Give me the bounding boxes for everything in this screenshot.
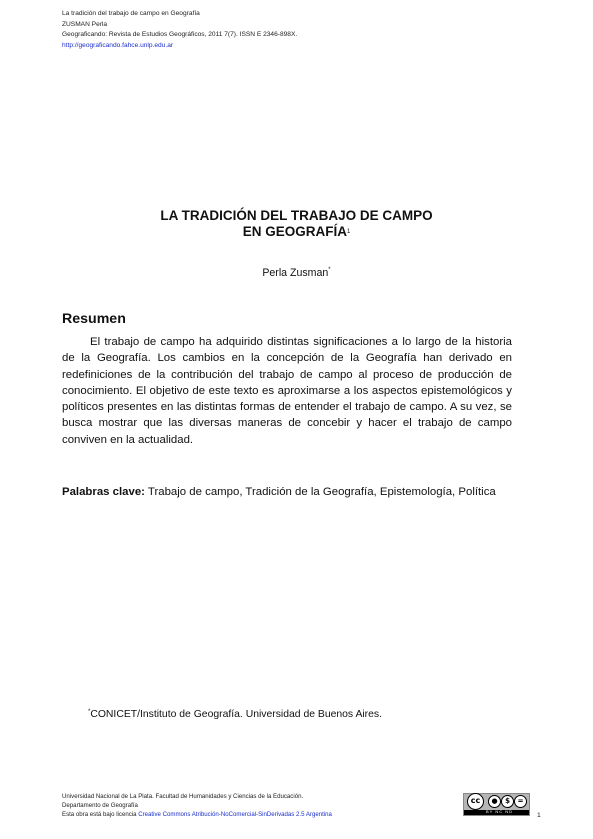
page-footer xyxy=(62,793,332,819)
abstract-heading: Resumen xyxy=(62,311,126,327)
header-journal-link[interactable]: http://geograficando.fahce.unlp.edu.ar xyxy=(62,41,174,49)
header-journal: Geograficando: Revista de Estudios Geográficos, 2011 7(7). ISSN E 2346-898X. xyxy=(62,31,298,38)
article-title xyxy=(0,208,593,240)
header-author: ZUSMAN Perla xyxy=(62,20,108,28)
equals-icon: = xyxy=(514,795,527,808)
author-footnote-mark[interactable]: * xyxy=(328,267,331,273)
keywords-text: Trabajo de campo, Tradición de la Geografía, Epistemología, Política xyxy=(144,486,496,498)
title-line-2: EN GEOGRAFÍA xyxy=(242,224,347,239)
keywords xyxy=(62,484,512,500)
cc-badge-labels: BY NC ND xyxy=(486,809,514,814)
author-line xyxy=(0,267,593,279)
title-footnote-mark[interactable]: 1 xyxy=(346,229,351,235)
cc-logo-icon: cc xyxy=(467,793,484,810)
running-header xyxy=(62,9,297,51)
footnote-text: CONICET/Instituto de Geografía. Universidad de Buenos Aires. xyxy=(90,709,383,720)
footer-university: Universidad Nacional de La Plata. Facultad de Humanidades y Ciencias de la Educación. xyxy=(62,793,304,800)
title-line-1: LA TRADICIÓN DEL TRABAJO DE CAMPO xyxy=(160,208,433,223)
header-article-title: La tradición del trabajo de campo en Geografía xyxy=(62,10,200,17)
cc-license-badge[interactable] xyxy=(463,793,530,816)
person-icon: ● xyxy=(488,795,501,808)
no-dollar-icon: $ xyxy=(501,795,514,808)
author-name: Perla Zusman xyxy=(262,267,329,279)
license-link[interactable]: Creative Commons Atribución-NoComercial-SinDerivadas 2.5 Argentina xyxy=(138,810,332,818)
footnote xyxy=(88,709,382,720)
abstract-text: El trabajo de campo ha adquirido distintas significaciones a lo largo de la historia de la Geografía. Los cambios en la concepción de la Geografía han derivado en redefiniciones de la contribución del trabajo de campo al proceso de producción de conocimiento. El objetivo de este texto es aproximarse a los aspectos epistemológicos y políticos presentes en las distintas formas de entender el trabajo de campo. A su vez, se busca mostrar que las diversas maneras de concebir y hacer el trabajo de campo conviven en la actualidad. xyxy=(62,336,512,446)
footer-license-prefix: Esta obra está bajo licencia xyxy=(62,810,139,818)
footer-department: Departamento de Geografía xyxy=(62,801,138,809)
footnote-mark: * xyxy=(88,709,91,715)
keywords-label: Palabras clave: xyxy=(62,486,145,498)
page-number: 1 xyxy=(537,812,541,819)
